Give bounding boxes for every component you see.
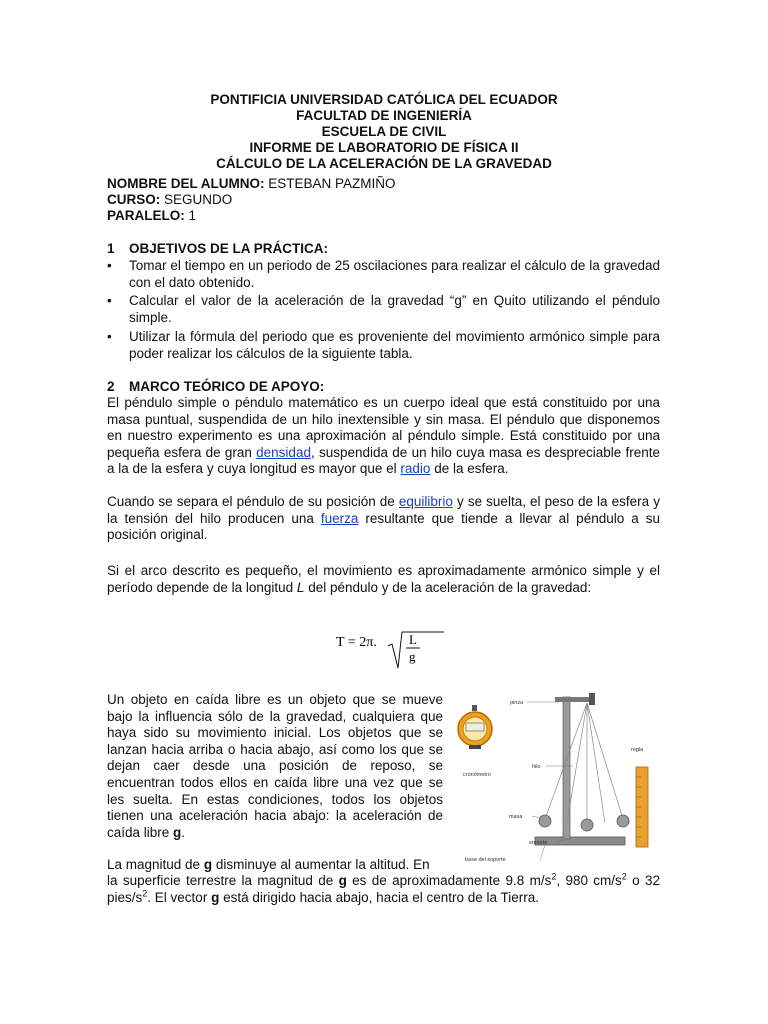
text-run: de la esfera. <box>430 461 509 477</box>
period-formula <box>336 626 446 672</box>
theory-paragraph-1 <box>107 395 660 478</box>
objective-text: Calcular el valor de la aceleración de la gravedad “g” en Quito utilizando el péndulo simple. <box>129 293 660 325</box>
topic-title: CÁLCULO DE LA ACELERACIÓN DE LA GRAVEDAD <box>216 156 552 171</box>
label-soporte: soporte <box>529 840 548 846</box>
parallel-value: 1 <box>188 208 197 223</box>
gravity-symbol: g <box>338 873 347 888</box>
formula-lhs: T = 2π. <box>336 635 377 650</box>
text-run: resultante que tiende a llevar al péndulo a su posición original. <box>107 510 660 543</box>
section2-heading <box>107 379 324 395</box>
ruler-icon <box>636 767 648 847</box>
text-run: La magnitud de <box>107 857 204 872</box>
course-line <box>107 192 232 208</box>
section2-title: MARCO TEÓRICO DE APOYO: <box>129 379 325 394</box>
link-equilibrio[interactable]: equilibrio <box>398 494 453 509</box>
mass-icon <box>539 815 551 827</box>
text-run: . <box>181 824 186 840</box>
text-run: , suspendida de un hilo cuya masa es despreciable frente a la de la esfera y cuya longitud es mayor que el <box>107 444 661 477</box>
bullet-icon: • <box>107 293 112 308</box>
label-hilo: hilo <box>532 764 541 770</box>
text-run: la superficie terrestre la magnitud de <box>107 873 339 888</box>
student-name-label: NOMBRE DEL ALUMNO: <box>107 176 265 191</box>
text-run: está dirigido hacia abajo, hacia el centro de la Tierra. <box>219 889 540 905</box>
student-name-line <box>107 176 396 192</box>
section1-title: OBJETIVOS DE LA PRÁCTICA: <box>129 241 329 256</box>
section1-heading <box>107 241 328 257</box>
text-run: . El vector <box>147 889 212 905</box>
gravity-symbol: g <box>211 889 220 905</box>
link-fuerza[interactable]: fuerza <box>320 510 359 526</box>
label-masa: masa <box>509 814 523 820</box>
student-name-value: ESTEBAN PAZMIÑO <box>268 176 396 191</box>
text-run: o 32 pies/s <box>107 873 660 905</box>
label-pinza: pinza <box>510 700 524 706</box>
label-cronometro: cronómetro <box>463 772 491 778</box>
free-fall-paragraph <box>107 692 443 841</box>
formula-denominator: g <box>409 649 416 664</box>
course-value: SEGUNDO <box>164 192 233 207</box>
text-run: disminuye al aumentar la altitud. En <box>212 857 430 872</box>
section2-number: 2 <box>107 379 115 394</box>
label-base: base del soporte <box>465 857 506 863</box>
bullet-icon: • <box>107 329 112 344</box>
gravity-symbol: g <box>173 824 182 840</box>
text-run: , 980 cm/s <box>556 873 622 888</box>
report-title: INFORME DE LABORATORIO DE FÍSICA II <box>249 140 519 155</box>
objective-text: Utilizar la fórmula del periodo que es proveniente del movimiento armónico simple para poder realizar los cálculos de la siguiente tabla. <box>129 329 660 361</box>
faculty-title: FACULTAD DE INGENIERÍA <box>296 108 472 123</box>
formula-numerator: L <box>409 632 417 647</box>
bullet-icon: • <box>107 258 112 273</box>
gravity-symbol: g <box>203 857 213 872</box>
magnitude-line-1 <box>107 857 430 873</box>
text-run: Cuando se separa el péndulo de su posición de <box>107 494 399 509</box>
text-run: Un objeto en caída libre es un objeto que se mueve bajo la influencia sólo de la gravedad, cualquiera que haya sido su movimiento inicial. Los objetos que se lanzan hacia arriba o hacia abajo, así como los que se dejan caer desde una posición de reposo, se encuentran todos ellos en caída libre una vez que se les suelta. En estas condiciones, todos los objetos tienen una aceleración hacia abajo: la aceleración de caída libre <box>107 692 443 840</box>
objective-text: Tomar el tiempo en un periodo de 25 oscilaciones para realizar el cálculo de la gravedad con el dato obtenido. <box>129 258 660 290</box>
school-title: ESCUELA DE CIVIL <box>321 124 447 139</box>
label-regla: regla <box>631 747 644 753</box>
magnitude-paragraph <box>107 873 660 906</box>
pendulum-figure <box>455 685 660 870</box>
superscript: 2 <box>142 888 148 899</box>
superscript: 2 <box>551 871 557 882</box>
section1-number: 1 <box>107 241 115 256</box>
objective-item <box>107 258 660 291</box>
text-run: El péndulo simple o péndulo matemático es un cuerpo ideal que está constituido por una masa puntual, suspendida de un hilo inextensible y sin masa. El péndulo que disponemos en nuestro experimento es una aproximación al péndulo simple. Está constituido por una pequeña esfera de gran <box>107 395 660 460</box>
mass-icon <box>581 819 593 831</box>
link-radio[interactable]: radio <box>400 461 431 477</box>
superscript: 2 <box>621 871 627 882</box>
link-densidad[interactable]: densidad <box>256 444 311 460</box>
parallel-label: PARALELO: <box>107 208 185 223</box>
objective-item <box>107 293 660 326</box>
theory-paragraph-2 <box>107 494 660 544</box>
university-title: PONTIFICIA UNIVERSIDAD CATÓLICA DEL ECUADOR <box>210 92 558 107</box>
theory-paragraph-3 <box>107 563 660 596</box>
text-run: del péndulo y de la aceleración de la gravedad: <box>304 579 592 595</box>
text-run: Si el arco descrito es pequeño, el movimiento es aproximadamente armónico simple y el período depende de la longitud <box>107 563 660 595</box>
text-run: es de aproximadamente 9.8 m/s <box>346 873 552 888</box>
parallel-line <box>107 208 196 224</box>
objective-item <box>107 329 660 362</box>
mass-icon <box>617 815 629 827</box>
length-symbol: L <box>296 579 305 595</box>
text-run: y se suelta, el peso de la esfera y la tensión del hilo producen una <box>107 494 660 526</box>
course-label: CURSO: <box>107 192 161 207</box>
